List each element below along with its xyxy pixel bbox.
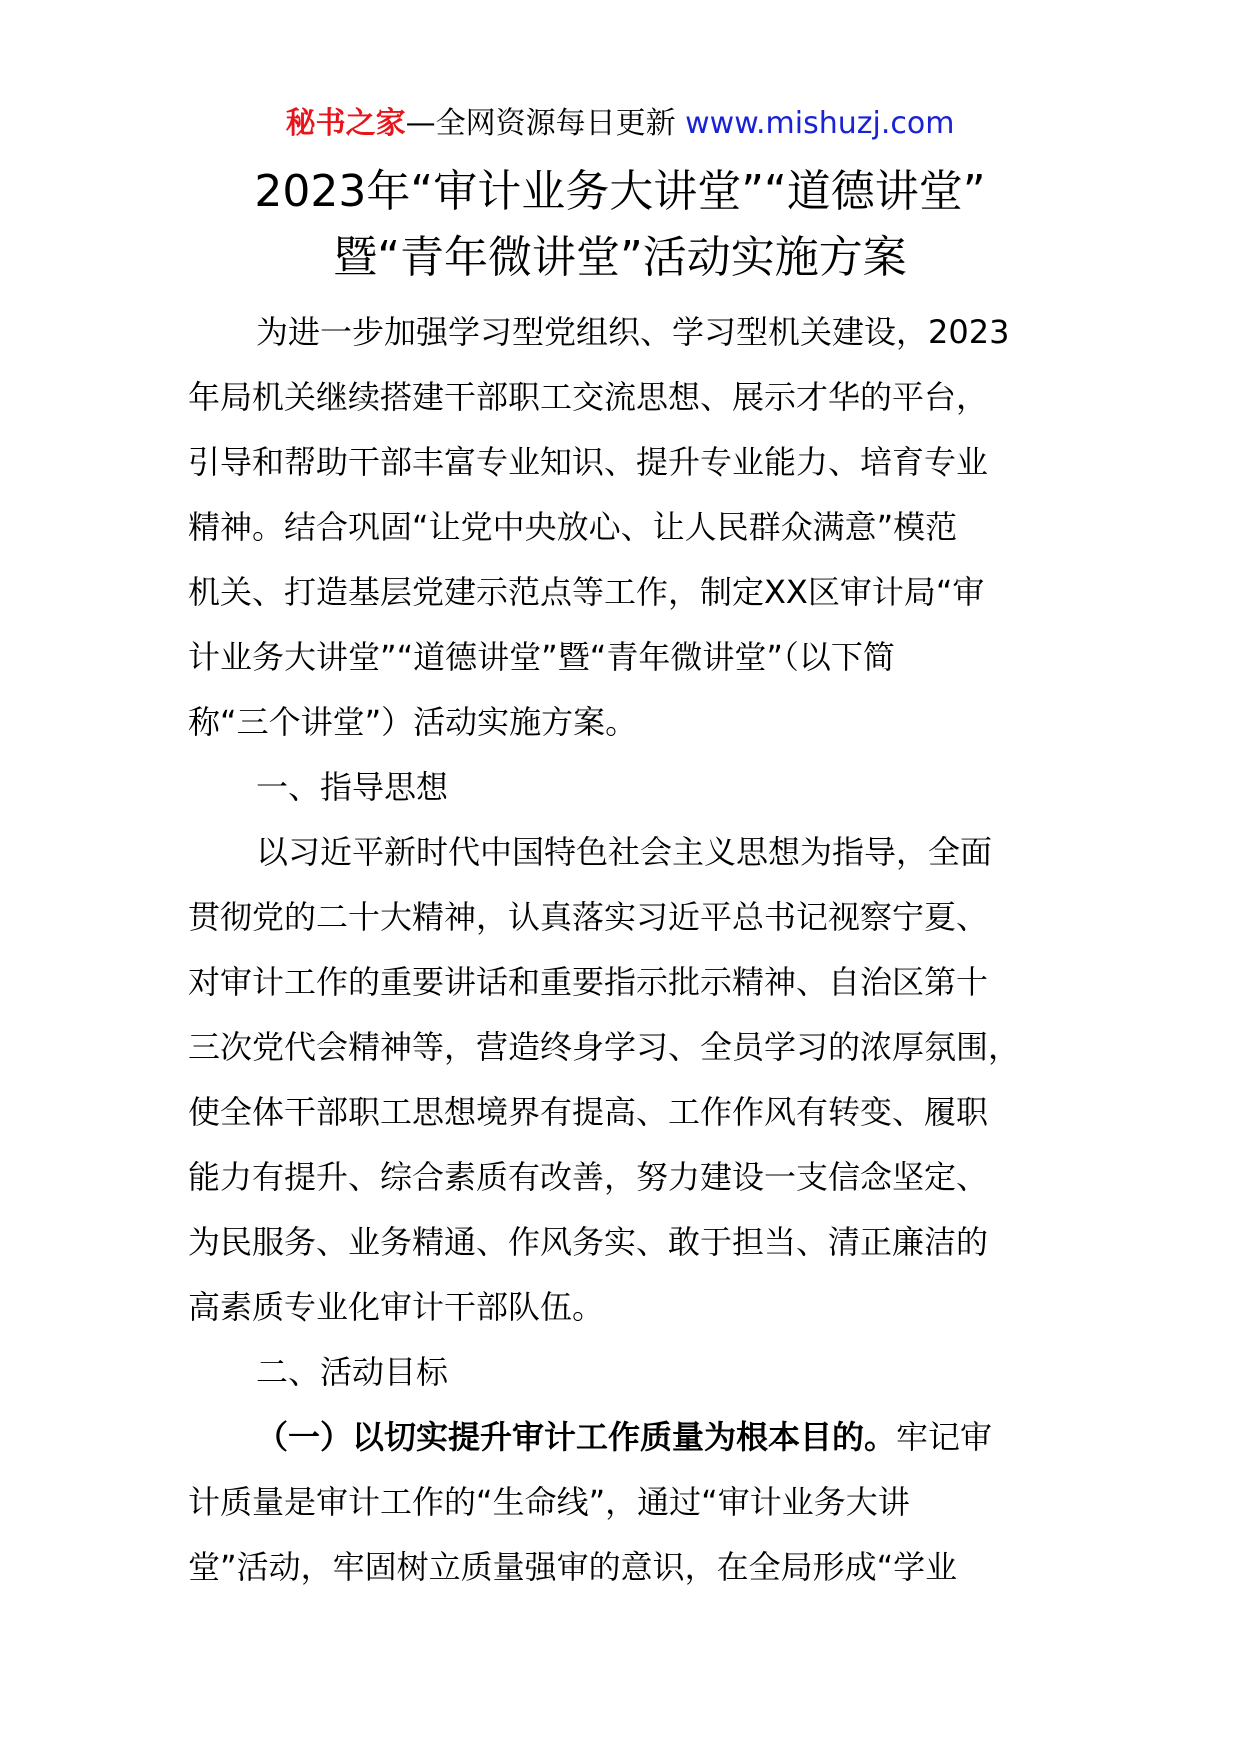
item1-first-line [188, 1405, 1058, 1470]
brand-name: 秘书之家 [285, 106, 406, 141]
document-body [188, 300, 1058, 1600]
document-title-line-2: 暨“青年微讲堂”活动实施方案 [333, 232, 907, 283]
document-title-line-1: 2023年“审计业务大讲堂”“道德讲堂” [254, 166, 986, 217]
section1-line: 为民服务、业务精通、作风务实、敢于担当、清正廉洁的 [188, 1223, 989, 1261]
section1-line: 三次党代会精神等，营造终身学习、全员学习的浓厚氛围， [188, 1028, 1021, 1066]
section-heading-guiding-ideology: 一、指导思想 [256, 768, 449, 806]
intro-line: 为进一步加强学习型党组织、学习型机关建设，2023 [256, 313, 1010, 351]
section-heading-activity-goals: 二、活动目标 [256, 1353, 449, 1391]
section1-line: 贯彻党的二十大精神，认真落实习近平总书记视察宁夏、 [188, 898, 989, 936]
item1-bold-heading: （一）以切实提升审计工作质量为根本目的。 [256, 1418, 897, 1456]
intro-line: 机关、打造基层党建示范点等工作，制定XX区审计局“审 [188, 573, 985, 611]
item1-line: 计质量是审计工作的“生命线”，通过“审计业务大讲 [188, 1483, 910, 1521]
item1-line: 堂”活动，牢固树立质量强审的意识，在全局形成“学业 [188, 1548, 958, 1586]
intro-line: 称“三个讲堂”）活动实施方案。 [188, 703, 638, 741]
section1-line: 对审计工作的重要讲话和重要指示批示精神、自治区第十 [188, 963, 989, 1001]
intro-line: 引导和帮助干部丰富专业知识、提升专业能力、培育专业 [188, 443, 989, 481]
intro-line: 精神。结合巩固“让党中央放心、让人民群众满意”模范 [188, 508, 958, 546]
item1-first-rest: 牢记审 [896, 1418, 993, 1456]
header-slogan: —全网资源每日更新 [405, 106, 686, 141]
section1-line: 能力有提升、综合素质有改善，努力建设一支信念坚定、 [188, 1158, 989, 1196]
intro-line: 计业务大讲堂”“道德讲堂”暨“青年微讲堂”（以下简 [188, 638, 895, 676]
section1-line: 使全体干部职工思想境界有提高、工作作风有转变、履职 [188, 1093, 989, 1131]
site-url-link[interactable]: www.mishuzj.com [685, 106, 955, 141]
section1-line: 高素质专业化审计干部队伍。 [188, 1288, 605, 1326]
site-header [0, 104, 1240, 144]
intro-line: 年局机关继续搭建干部职工交流思想、展示才华的平台， [188, 378, 989, 416]
section1-line: 以习近平新时代中国特色社会主义思想为指导，全面 [256, 833, 993, 871]
